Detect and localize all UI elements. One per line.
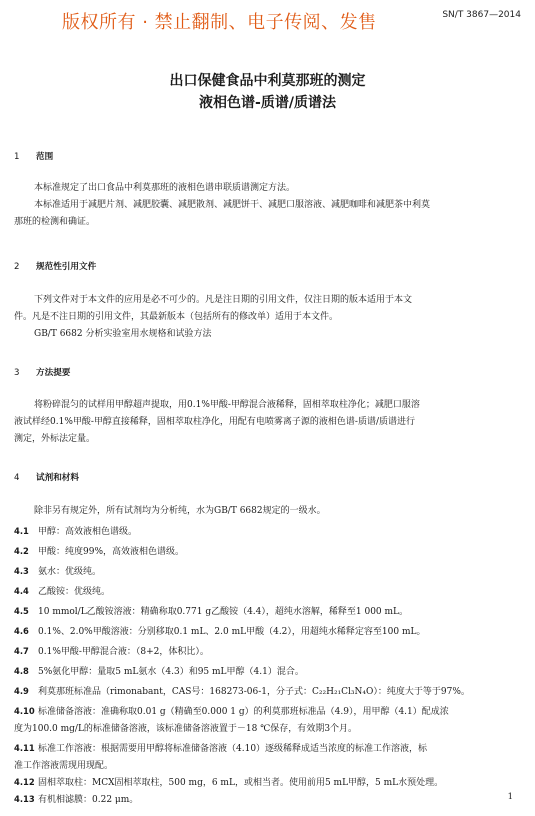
- list-item: [14, 684, 470, 697]
- item-number: 4.4: [14, 586, 29, 596]
- list-item: [14, 792, 138, 805]
- section-number: 1: [14, 152, 20, 162]
- item-text: 甲酸：纯度99%，高效液相色谱级。: [38, 547, 185, 557]
- section-title: 方法提要: [36, 368, 71, 378]
- item-text: 乙酸铵：优级纯。: [38, 587, 111, 597]
- list-item: [14, 524, 137, 537]
- item-number: 4.13: [14, 794, 35, 804]
- section-4-intro: [14, 503, 522, 520]
- item-number: 4.11: [14, 743, 35, 753]
- item-text: 10 mmol/L乙酸铵溶液：精确称取0.771 g乙酸铵（4.4），超纯水溶解，稀释至1 000 mL。: [38, 607, 409, 617]
- item-number: 4.5: [14, 606, 29, 616]
- item-number: 4.2: [14, 546, 29, 556]
- item-text: 标准储备溶液：准确称取0.01 g（精确至0.000 1 g）的利莫那班标准品（4.9），用甲醇（4.1）配成浓: [38, 707, 449, 717]
- section-1-body: [14, 180, 522, 231]
- item-text: 5%氨化甲醇：量取5 mL氨水（4.3）和95 mL甲醇（4.1）混合。: [38, 667, 304, 677]
- item-number: 4.10: [14, 706, 35, 716]
- list-item: [14, 664, 304, 677]
- section-number: 4: [14, 473, 20, 483]
- paragraph-line: 本标准规定了出口食品中利莫那班的液相色谱串联质谱测定方法。: [34, 183, 296, 193]
- item-number: 4.7: [14, 646, 29, 656]
- list-item: [14, 741, 427, 754]
- paragraph-line: 测定，外标法定量。: [14, 434, 96, 444]
- list-item: [14, 704, 449, 717]
- item-text: 标准工作溶液：根据需要用甲醇将标准储备溶液（4.10）逐级稀释成适当浓度的标准工作溶液，标: [38, 744, 428, 754]
- paragraph-line: 那班的检测和确证。: [14, 217, 96, 227]
- item-number: 4.9: [14, 686, 29, 696]
- paragraph-line: 除非另有规定外，所有试剂均为分析纯，水为GB/T 6682规定的一级水。: [34, 506, 326, 516]
- item-text: 0.1%、2.0%甲酸溶液：分别移取0.1 mL、2.0 mL甲酸（4.2），用超纯水稀释定容至100 mL。: [38, 627, 426, 637]
- list-item: [14, 644, 209, 657]
- list-item: [14, 584, 110, 597]
- item-number: 4.1: [14, 526, 29, 536]
- page-number: 1: [507, 792, 513, 802]
- paragraph-line: 液试样经0.1%甲酸-甲醇直接稀释，固相萃取柱净化，用配有电喷雾离子源的液相色谱-质谱/质谱进行: [14, 417, 415, 427]
- item-number: 4.8: [14, 666, 29, 676]
- standard-number: SN/T 3867—2014: [442, 10, 521, 20]
- item-number: 4.3: [14, 566, 29, 576]
- section-number: 3: [14, 368, 20, 378]
- list-item-continuation: 准工作溶液需现用现配。: [14, 761, 114, 771]
- normative-reference: GB/T 6682 分析实验室用水规格和试验方法: [34, 329, 212, 339]
- list-item-continuation: 度为100.0 mg/L的标准储备溶液，该标准储备溶液置于－18 ℃保存，有效期3个月。: [14, 724, 358, 734]
- list-item: [14, 564, 101, 577]
- section-2-body: [14, 292, 522, 343]
- section-4-heading: [14, 471, 79, 483]
- paragraph-line: 下列文件对于本文件的应用是必不可少的。凡是注日期的引用文件，仅注日期的版本适用于本文: [34, 295, 413, 305]
- item-text: 固相萃取柱：MCX固相萃取柱，500 mg，6 mL，或相当者。使用前用5 mL甲醇，5 mL水预处理。: [38, 778, 444, 788]
- item-number: 4.12: [14, 777, 35, 787]
- document-title: 出口保健食品中利莫那班的测定: [169, 73, 366, 89]
- list-item: [14, 604, 408, 617]
- paragraph-line: 件。凡是不注日期的引用文件，其最新版本（包括所有的修改单）适用于本文件。: [14, 312, 339, 322]
- item-text: 利莫那班标准品（rimonabant，CAS号：168273-06-1，分子式：C₂₂H₂₁Cl₃N₄O）：纯度大于等于97%。: [38, 687, 470, 697]
- document-subtitle: 液相色谱-质谱/质谱法: [199, 95, 336, 111]
- item-text: 0.1%甲酸-甲醇混合液：（8+2，体积比）。: [38, 647, 209, 657]
- copyright-watermark: 版权所有 · 禁止翻制、电子传阅、发售: [62, 12, 377, 33]
- item-number: 4.6: [14, 626, 29, 636]
- item-text: 氨水：优级纯。: [38, 567, 102, 577]
- list-item: [14, 544, 184, 557]
- section-number: 2: [14, 262, 20, 272]
- paragraph-line: 本标准适用于减肥片剂、减肥胶囊、减肥散剂、减肥饼干、减肥口服溶液、减肥咖啡和减肥茶中利莫: [34, 200, 431, 210]
- section-title: 规范性引用文件: [36, 262, 97, 272]
- list-item: [14, 775, 443, 788]
- section-1-heading: [14, 150, 53, 162]
- list-item: [14, 624, 425, 637]
- item-text: 有机相滤膜：0.22 μm。: [38, 795, 139, 805]
- section-title: 试剂和材料: [36, 473, 79, 483]
- section-2-heading: [14, 260, 96, 272]
- section-title: 范围: [36, 152, 54, 162]
- section-3-heading: [14, 366, 70, 378]
- item-text: 甲醇：高效液相色谱级。: [38, 527, 138, 537]
- section-3-body: [14, 397, 522, 448]
- paragraph-line: 将粉碎混匀的试样用甲醇超声提取，用0.1%甲酸-甲醇混合液稀释，固相萃取柱净化；减肥口服溶: [34, 400, 420, 410]
